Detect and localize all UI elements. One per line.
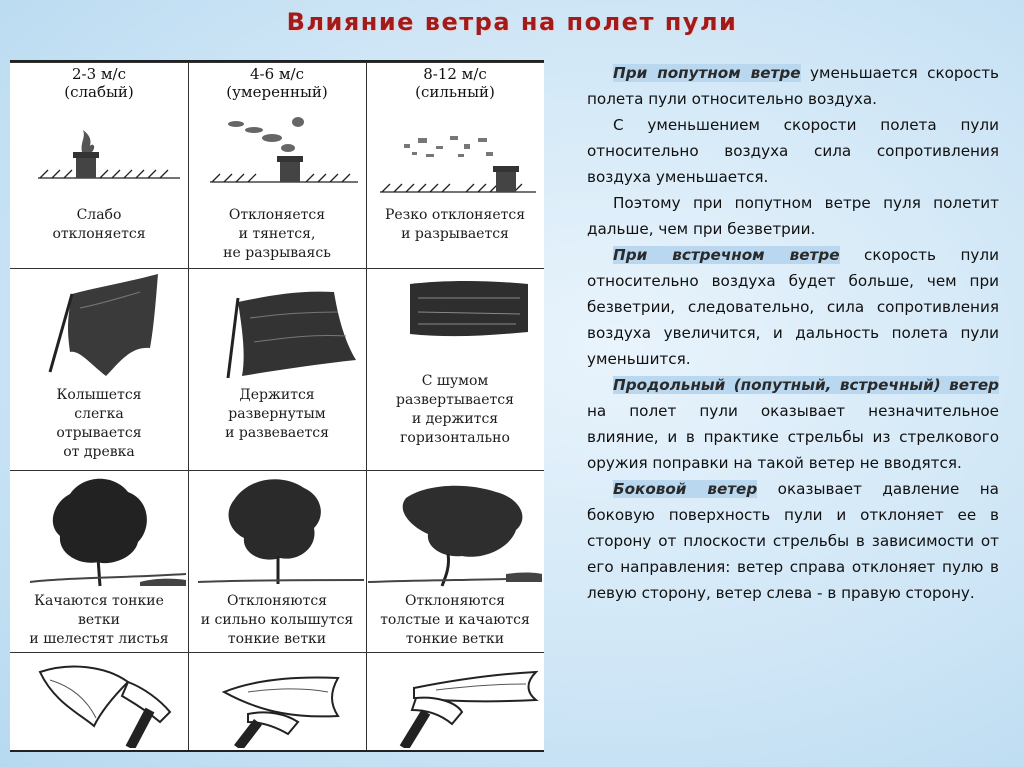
paragraph-crosswind: Боковой ветер оказывает давление на боковую поверхность пули и отклоняет ее в сторону от плоскости стрельбы в зависимости от его направления: ветер справа отклоняет пулю в левую сторону, ветер слева - в правую сторону. [587,480,999,602]
explanation-text [587,60,999,606]
header-speed: 8-12 м/с [423,65,487,83]
caption-tree-moderate: Отклоняются и сильно колышутся тонкие ветки [200,593,354,647]
header-level: (слабый) [64,83,134,101]
header-cell-weak [10,62,188,108]
flag-moderate-illustration [188,268,366,378]
tree-moderate-illustration [188,470,366,588]
chimney-smoke-strong-illustration [366,108,544,198]
caption-flag-moderate: Держится развернутым и развевается [225,387,329,441]
header-speed: 2-3 м/с [71,65,127,83]
handkerchief-moderate-illustration [188,652,366,748]
term-longitudinal-wind: Продольный (попутный, встречный) ветер [613,376,999,394]
tree-weak-illustration [10,470,188,588]
header-speed: 4-6 м/с [249,65,305,83]
paragraph-longitudinal-wind: Продольный (попутный, встречный) ветер на полет пули оказывает незначительное влияние, и в практике стрельбы из стрелкового оружия поправки на такой ветер не вводятся. [587,376,999,472]
header-level: (сильный) [415,83,495,101]
handkerchief-strong-illustration [366,652,544,748]
caption-smoke-weak: Слабо отклоняется [52,207,146,242]
flag-weak-illustration [10,268,188,378]
cell-tree-weak [10,470,188,652]
table-header-row [10,62,544,108]
tree-strong-illustration [366,470,544,588]
caption-smoke-strong: Резко отклоняется и разрывается [384,207,526,242]
cell-tree-strong [366,470,544,652]
cell-smoke-moderate [188,108,366,268]
header-cell-strong [366,62,544,108]
paragraph-resistance-decrease: С уменьшением скорости полета пули относительно воздуха сила сопротивления воздуха уменьшается. [587,116,999,186]
header-cell-moderate [188,62,366,108]
paragraph-tailwind: При попутном ветре уменьшается скорость полета пули относительно воздуха. [587,64,1000,108]
cell-handkerchief-strong [366,652,544,748]
cell-flag-moderate [188,268,366,470]
term-headwind: При встречном ветре [613,246,840,264]
cell-smoke-weak [10,108,188,268]
cell-handkerchief-moderate [188,652,366,748]
term-tailwind: При попутном ветре [613,64,801,82]
term-crosswind: Боковой ветер [613,480,758,498]
cell-flag-weak [10,268,188,470]
caption-tree-strong: Отклоняются толстые и качаются тонкие ветки [380,593,530,647]
cell-smoke-strong [366,108,544,268]
header-level: (умеренный) [226,83,328,101]
row-divider [10,62,544,63]
cell-tree-moderate [188,470,366,652]
paragraph-headwind: При встречном ветре скорость пули относительно воздуха будет больше, чем при безветрии, следовательно, сила сопротивления воздуха увеличится, и дальность полета пули уменьшится. [587,246,999,368]
caption-smoke-moderate: Отклоняется и тянется, не разрываясь [223,207,331,261]
cell-flag-strong [366,268,544,470]
caption-flag-strong: С шумом развертывается и держится горизонтально [396,373,514,446]
paragraph-tailwind-conclusion: Поэтому при попутном ветре пуля полетит дальше, чем при безветрии. [587,194,999,238]
chimney-smoke-moderate-illustration [188,108,366,198]
chimney-smoke-weak-illustration [10,108,188,198]
cell-handkerchief-weak [10,652,188,748]
slide-title: Влияние ветра на полет пули [286,8,738,36]
caption-tree-weak: Качаются тонкие ветки и шелестят листья [29,593,169,647]
handkerchief-weak-illustration [10,652,188,748]
caption-flag-weak: Колышется слегка отрывается от древка [56,387,142,460]
flag-strong-illustration [366,268,544,378]
wind-effects-table [10,60,544,752]
